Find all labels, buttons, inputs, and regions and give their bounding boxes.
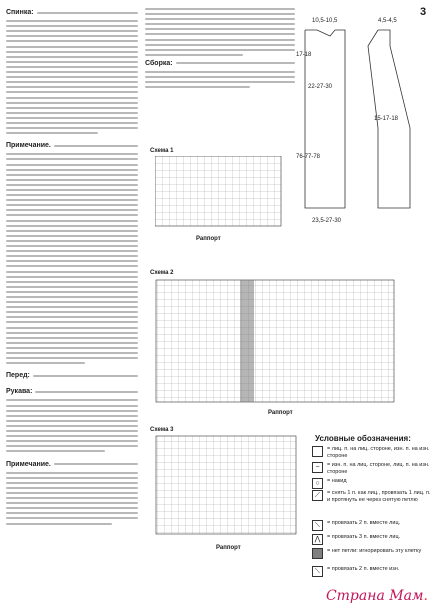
- watermark: Страна Мам.: [325, 588, 428, 604]
- dash-icon: −: [312, 462, 323, 473]
- heading-back: Спинка:: [6, 9, 34, 16]
- legend-item-skpo: ⟋ = снять 1 п. как лиц., провязать 1 лиц. п. и протянуть ее через снятую петлю: [312, 490, 432, 503]
- legend-item-no-stitch: = нет петли: игнорировать эту клетку: [312, 548, 432, 559]
- chart-2-raport: Раппорт: [268, 410, 293, 416]
- chart-1-title: Схема 1: [150, 148, 174, 154]
- legend-item-k3tog: ⋀ = провязать 3 п. вместе лиц.: [312, 534, 432, 545]
- triple-decrease-icon: ⋀: [312, 534, 323, 545]
- chart-2-grid: [150, 278, 400, 408]
- square-icon: [312, 446, 323, 457]
- schematic-label-sleeve: 15-17-18: [374, 116, 399, 122]
- left-decrease-icon: ⟋: [312, 490, 323, 501]
- left-text-column: [6, 8, 138, 528]
- chart-3-grid: [150, 434, 302, 542]
- schematic-label-armhole: 17-18: [296, 52, 312, 58]
- schematic-label-top-right: 4,5-4,5: [378, 18, 397, 24]
- chart-1-grid: [155, 156, 290, 234]
- legend-item-p2tog: ⟍ = провязать 2 п. вместе изн.: [312, 566, 432, 577]
- page-number: 3: [420, 6, 427, 18]
- chart-3-raport: Раппорт: [216, 545, 241, 551]
- circle-icon: ○: [312, 478, 323, 489]
- schematic-label-width: 22-27-30: [308, 84, 333, 90]
- schematic-label-bottom: 23,5-27-30: [312, 218, 342, 224]
- chart-2-title: Схема 2: [150, 270, 174, 276]
- purl-decrease-icon: ⟍: [312, 566, 323, 577]
- chart-3-title: Схема 3: [150, 427, 174, 433]
- legend-item-knit: = лиц. п. на лиц. стороне, изн. п. на изн. стороне: [312, 446, 432, 459]
- heading-note-1: Примечание.: [6, 142, 51, 150]
- legend-item-k2tog: ⟍ = провязать 2 п. вместе лиц.: [312, 520, 432, 531]
- garment-schematic: [290, 8, 420, 248]
- legend-title: Условные обозначения:: [315, 434, 411, 443]
- schematic-label-length: 76-77-78: [296, 154, 321, 160]
- chart-1-raport: Раппорт: [196, 236, 221, 242]
- schematic-label-top-left: 10,5-10,5: [312, 18, 338, 24]
- heading-assembly: Сборка:: [145, 59, 173, 67]
- heading-front: Перед:: [6, 372, 30, 380]
- legend-item-purl: − = изн. п. на лиц. стороне, лиц. п. на изн. стороне: [312, 462, 432, 475]
- gray-square-icon: [312, 548, 323, 559]
- right-decrease-icon: ⟍: [312, 520, 323, 531]
- heading-sleeves: Рукава:: [6, 388, 33, 396]
- middle-text-column: [145, 8, 295, 91]
- legend-item-yarn-over: ○ = накид: [312, 478, 432, 489]
- heading-note-2: Примечание.: [6, 460, 51, 468]
